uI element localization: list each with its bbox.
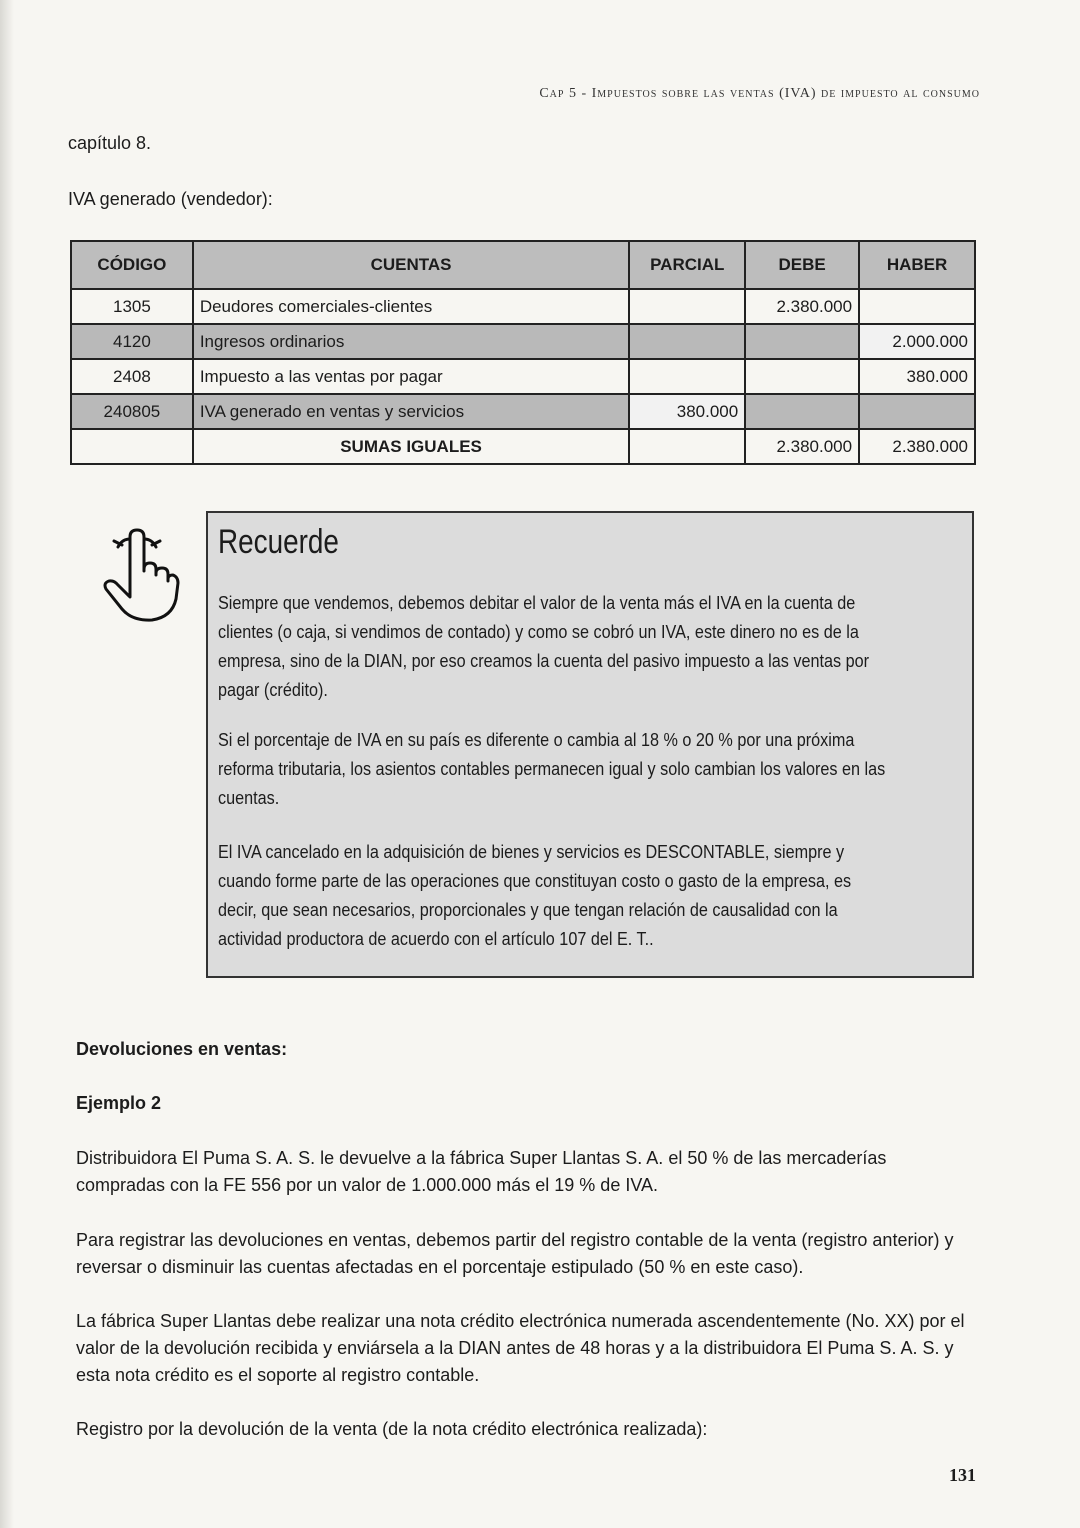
body-paragraph: La fábrica Super Llantas debe realizar una nota crédito electrónica numerada ascendentemente (No. XX) por el valor de la devolución recibida y enviársela a la DIAN antes de 48 horas y a la distribuidora El Puma S. A. S. y esta nota crédito es el soporte al registro contable.: [76, 1311, 965, 1385]
intro-line: capítulo 8.: [68, 133, 152, 153]
cell-haber: [859, 394, 975, 429]
page-gutter-shadow: [0, 0, 14, 1528]
cell-cuenta: Ingresos ordinarios: [193, 324, 630, 359]
header-cuentas: CUENTAS: [193, 241, 630, 289]
totals-label: SUMAS IGUALES: [193, 429, 630, 464]
cell-parcial: 380.000: [629, 394, 745, 429]
callout-paragraph: El IVA cancelado en la adquisición de bienes y servicios es DESCONTABLE, siempre y cuando forme parte de las operaciones que constituyan costo o gasto de la empresa, es decir, que sean necesarios, proporcionales y que tengan relación de causalidad con la actividad productora de acuerdo con el artículo 107 del E. T..: [218, 842, 852, 949]
example-heading: Ejemplo 2: [76, 1093, 162, 1113]
cell-debe: [745, 324, 859, 359]
header-debe: DEBE: [745, 241, 859, 289]
cell-debe: [745, 394, 859, 429]
cell-cuenta: IVA generado en ventas y servicios: [193, 394, 630, 429]
cell-codigo: 2408: [71, 359, 193, 394]
callout-title: Recuerde: [218, 523, 339, 561]
header-haber: HABER: [859, 241, 975, 289]
table-row: [71, 359, 975, 394]
body-paragraph: Registro por la devolución de la venta (de la nota crédito electrónica realizada):: [76, 1419, 708, 1439]
cell-haber: 380.000: [859, 359, 975, 394]
table-row: [71, 289, 975, 324]
header-parcial: PARCIAL: [629, 241, 745, 289]
totals-debe: 2.380.000: [745, 429, 859, 464]
body-paragraph: Distribuidora El Puma S. A. S. le devuelve a la fábrica Super Llantas S. A. el 50 % de las mercaderías compradas con la FE 556 por un valor de 1.000.000 más el 19 % de IVA.: [76, 1148, 887, 1195]
table-row: [71, 394, 975, 429]
journal-entry-table: [70, 240, 976, 465]
table-row: [71, 324, 975, 359]
cell-cuenta: Impuesto a las ventas por pagar: [193, 359, 630, 394]
cell-empty: [71, 429, 193, 464]
cell-parcial: [629, 359, 745, 394]
cell-haber: 2.000.000: [859, 324, 975, 359]
running-head: Cap 5 - Impuestos sobre las ventas (IVA) de impuesto al consumo: [539, 86, 980, 101]
cell-cuenta: Deudores comerciales-clientes: [193, 289, 630, 324]
body-paragraph: Para registrar las devoluciones en ventas, debemos partir del registro contable de la venta (registro anterior) y reversar o disminuir las cuentas afectadas en el porcentaje estipulado (50 % en este caso).: [76, 1230, 954, 1277]
recuerde-callout: [206, 511, 974, 978]
cell-parcial: [629, 289, 745, 324]
cell-haber: [859, 289, 975, 324]
table-header-row: [71, 241, 975, 289]
cell-debe: [745, 359, 859, 394]
cell-codigo: 1305: [71, 289, 193, 324]
page-number: 131: [949, 1465, 976, 1485]
totals-row: [71, 429, 975, 464]
callout-paragraph: Si el porcentaje de IVA en su país es diferente o cambia al 18 % o 20 % por una próxima reforma tributaria, los asientos contables permanecen igual y solo cambian los valores en las cuentas.: [218, 730, 886, 808]
pointing-hand-icon: [100, 525, 180, 625]
cell-empty: [629, 429, 745, 464]
callout-paragraph: Siempre que vendemos, debemos debitar el valor de la venta más el IVA en la cuenta de clientes (o caja, si vendimos de contado) y como se cobró un IVA, este dinero no es de la empresa, sino de la DIAN, por eso creamos la cuenta del pasivo impuesto a las ventas por pagar (crédito).: [218, 593, 870, 700]
cell-codigo: 4120: [71, 324, 193, 359]
totals-haber: 2.380.000: [859, 429, 975, 464]
intro-caption: IVA generado (vendedor):: [68, 189, 273, 209]
cell-codigo: 240805: [71, 394, 193, 429]
section-heading: Devoluciones en ventas:: [76, 1039, 288, 1059]
cell-debe: 2.380.000: [745, 289, 859, 324]
header-codigo: CÓDIGO: [71, 241, 193, 289]
cell-parcial: [629, 324, 745, 359]
